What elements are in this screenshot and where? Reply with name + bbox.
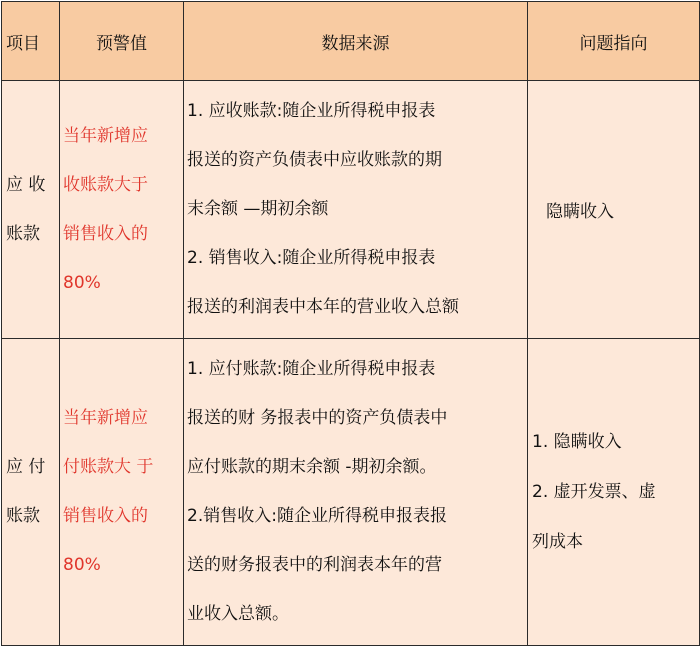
item-line: 应 收	[6, 174, 46, 195]
issue-line: 1. 隐瞒收入	[532, 432, 622, 452]
header-row	[2, 2, 700, 81]
warning-line: 销售收入的	[63, 223, 148, 244]
source-line: 2.销售收入:随企业所得税申报表报	[187, 506, 447, 526]
item-line: 账款	[6, 223, 40, 244]
source-line: 业收入总额。	[187, 604, 289, 624]
source-line: 2. 销售收入:随企业所得税申报表	[187, 248, 436, 268]
source-line: 报送的财 务报表中的资产负债表中	[187, 408, 448, 428]
issue-line: 2. 虚开发票、虚	[532, 482, 656, 502]
source-line: 应付账款的期末余额 -期初余额。	[187, 457, 437, 477]
source-line: 1. 应付账款:随企业所得税申报表	[187, 359, 436, 379]
warning-cell	[60, 81, 184, 339]
source-line: 报送的利润表中本年的营业收入总额	[187, 297, 459, 317]
item-cell	[2, 81, 60, 339]
warning-line: 销售收入的	[63, 506, 148, 526]
warning-line: 80%	[63, 272, 101, 293]
warning-line: 当年新增应	[63, 125, 148, 146]
header-warning: 预警值	[60, 2, 184, 81]
issue-line: 隐瞒收入	[546, 202, 614, 222]
header-item: 项目	[2, 2, 60, 81]
issue-line: 列成本	[532, 532, 583, 552]
source-line: 报送的资产负债表中应收账款的期	[187, 150, 442, 170]
header-issue: 问题指向	[528, 2, 700, 81]
source-line: 送的财务报表中的利润表本年的营	[187, 555, 442, 575]
source-cell	[184, 339, 528, 646]
item-line: 应 付	[6, 457, 46, 477]
source-cell	[184, 81, 528, 339]
warning-line: 80%	[63, 555, 101, 575]
table-row-accounts-payable	[2, 339, 700, 646]
header-source: 数据来源	[184, 2, 528, 81]
warning-line: 付账款大 于	[63, 457, 154, 477]
warning-line: 收账款大于	[63, 174, 148, 195]
item-cell	[2, 339, 60, 646]
source-line: 末余额 —期初余额	[187, 199, 329, 219]
warning-line: 当年新增应	[63, 408, 148, 428]
warning-indicator-table	[1, 1, 700, 646]
issue-cell	[528, 81, 700, 339]
issue-cell	[528, 339, 700, 646]
table-row-accounts-receivable	[2, 81, 700, 339]
warning-cell	[60, 339, 184, 646]
item-line: 账款	[6, 506, 40, 526]
source-line: 1. 应收账款:随企业所得税申报表	[187, 101, 436, 121]
